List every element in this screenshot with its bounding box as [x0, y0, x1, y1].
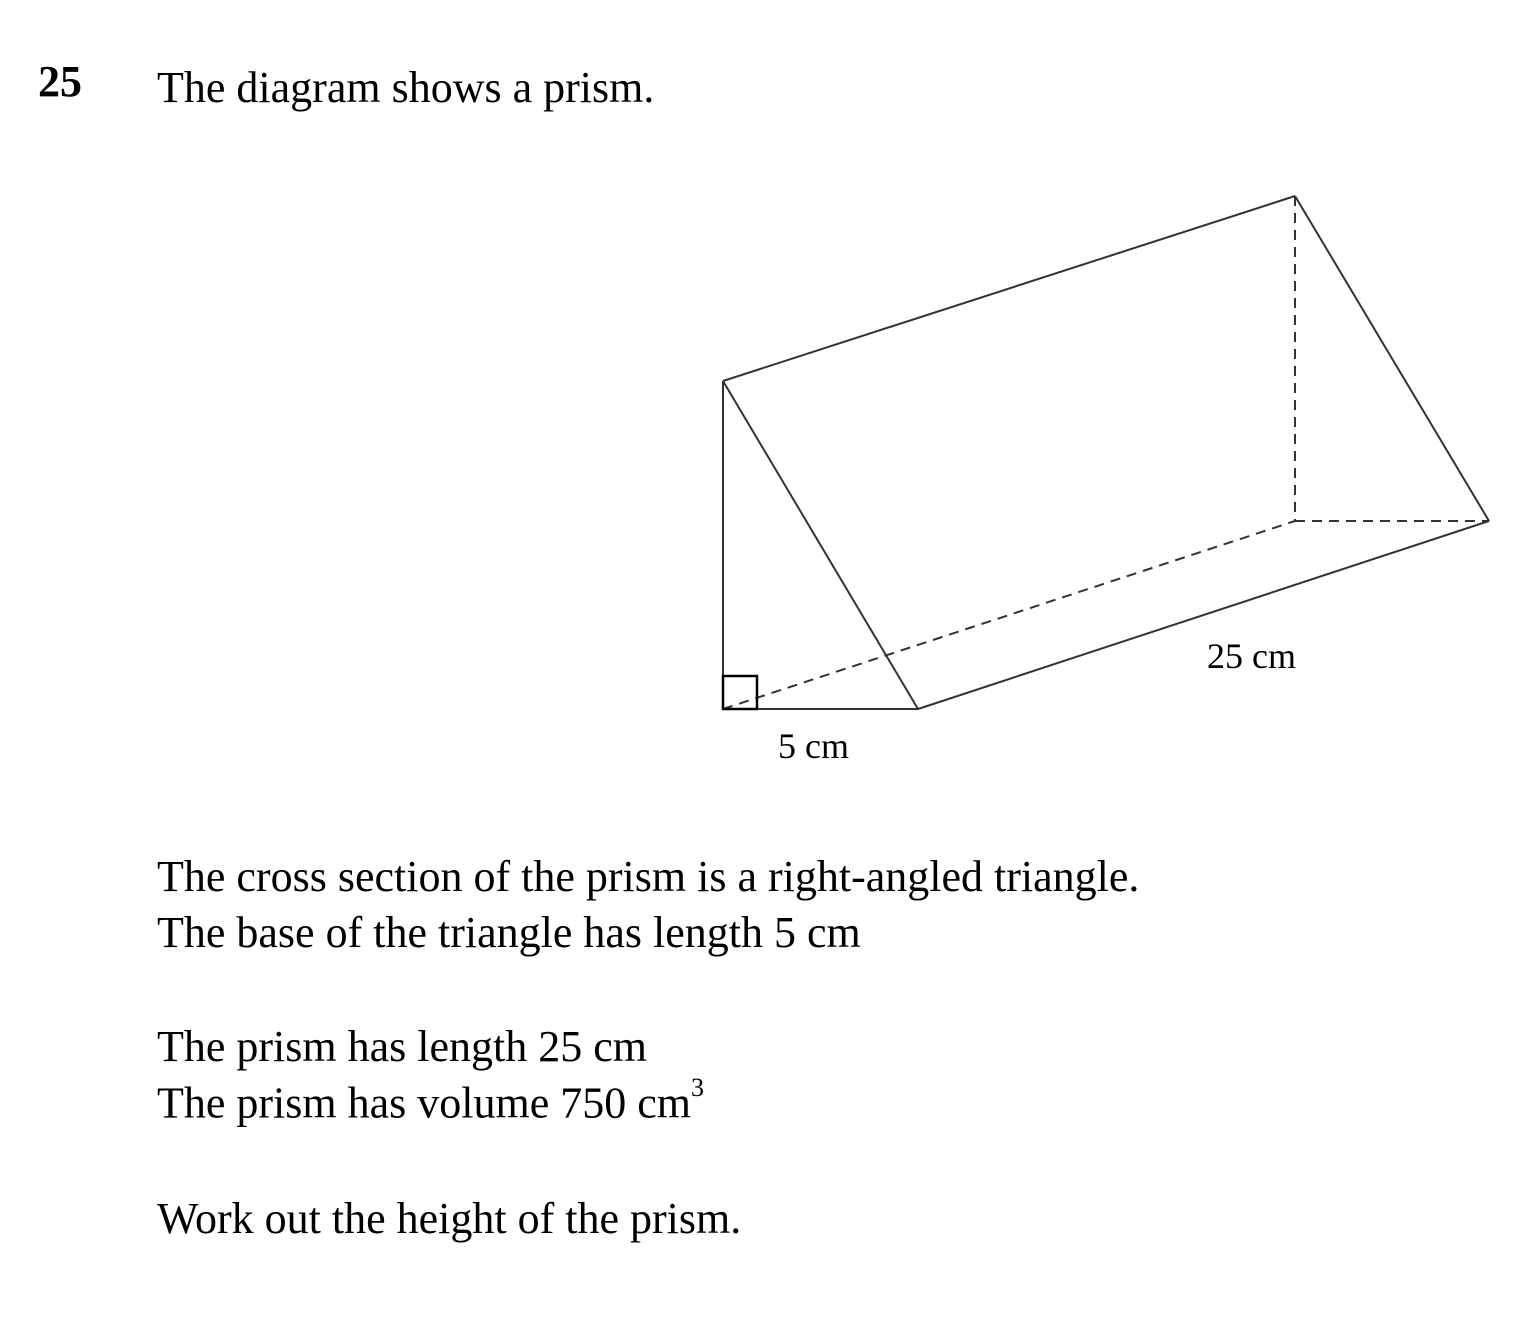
prism-length-label: 25 cm	[1207, 636, 1296, 676]
cross-section-text: The cross section of the prism is a right-angled triangle.	[157, 852, 1140, 901]
prism-top-ridge-edge	[723, 196, 1295, 381]
task-text: Work out the height of the prism.	[157, 1194, 742, 1243]
base-text: The base of the triangle has length 5 cm	[157, 908, 861, 957]
base-length-label: 5 cm	[778, 726, 849, 766]
right-angle-marker	[723, 676, 757, 709]
prism-hidden-bottom-edge	[723, 521, 1295, 709]
length-text: The prism has length 25 cm	[157, 1022, 648, 1071]
prism-bottom-front-edge	[918, 521, 1489, 709]
question-number: 25	[38, 57, 82, 106]
question-intro: The diagram shows a prism.	[157, 63, 655, 112]
prism-back-slant-edge	[1295, 196, 1489, 521]
volume-line	[157, 1073, 705, 1128]
volume-exponent: 3	[691, 1073, 705, 1102]
volume-text: The prism has volume 750 cm	[157, 1078, 692, 1128]
prism-front-slant-edge	[723, 381, 918, 709]
